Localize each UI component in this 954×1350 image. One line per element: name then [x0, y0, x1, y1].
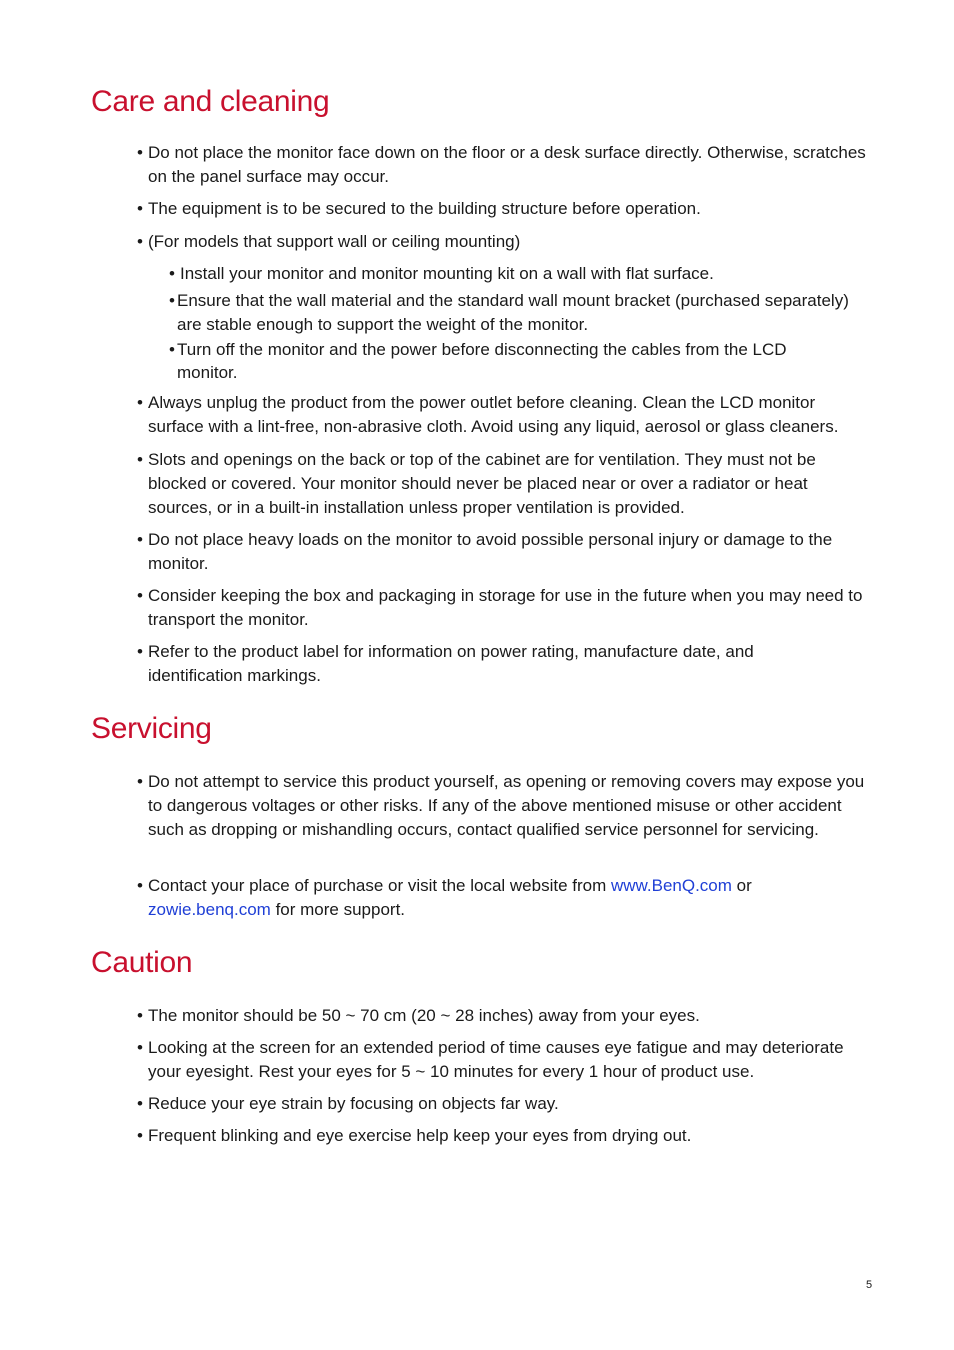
care-subitem-text: Ensure that the wall material and the standard wall mount bracket (purchased separately) are stable enough to support the weight of the monitor. [177, 291, 849, 334]
care-subitem [169, 289, 877, 337]
bullet-icon: • [137, 1038, 143, 1057]
bullet-icon: • [137, 586, 143, 605]
care-item [137, 584, 870, 632]
care-item-text: (For models that support wall or ceiling mounting) [148, 232, 521, 251]
care-item-text: Always unplug the product from the power outlet before cleaning. Clean the LCD monitor surface with a lint-free, non-abrasive cloth. Avoid using any liquid, aerosol or glass cleaners. [148, 393, 839, 436]
servicing-item [137, 874, 798, 922]
bullet-icon: • [137, 393, 143, 412]
benq-website-link[interactable]: www.BenQ.com [611, 876, 732, 895]
bullet-icon: • [137, 1006, 143, 1025]
care-item [137, 141, 870, 189]
bullet-icon: • [137, 199, 143, 218]
bullet-icon: • [137, 143, 143, 162]
caution-heading: Caution [91, 946, 193, 979]
care-subitem-text: Turn off the monitor and the power before disconnecting the cables from the LCD monitor. [177, 340, 787, 382]
caution-item [137, 1004, 870, 1028]
bullet-icon: • [169, 291, 175, 310]
care-item [137, 230, 870, 254]
page-number: 5 [866, 1279, 873, 1291]
care-item-text: Do not place heavy loads on the monitor to avoid possible personal injury or damage to the monitor. [148, 530, 833, 573]
care-item-text: Slots and openings on the back or top of the cabinet are for ventilation. They must not be blocked or covered. Your monitor should never be placed near or over a radiator or heat sources, or in a built-in installation unless proper ventilation is provided. [148, 450, 816, 517]
zowie-website-link[interactable]: zowie.benq.com [148, 900, 271, 919]
bullet-icon: • [137, 530, 143, 549]
bullet-icon: • [169, 340, 175, 359]
caution-item-text: Frequent blinking and eye exercise help keep your eyes from drying out. [148, 1126, 692, 1145]
care-item [137, 197, 870, 221]
bullet-icon: • [137, 1126, 143, 1145]
care-subitem [169, 338, 837, 384]
care-item-text: Consider keeping the box and packaging in storage for use in the future when you may need to transport the monitor. [148, 586, 863, 629]
bullet-icon: • [169, 264, 175, 283]
caution-item [137, 1036, 870, 1084]
servicing-item-text: Do not attempt to service this product yourself, as opening or removing covers may expose you to dangerous voltages or other risks. If any of the above mentioned misuse or other accident such as dropping or mishandling occurs, contact qualified service personnel for servicing. [148, 772, 865, 839]
caution-item [137, 1124, 870, 1148]
bullet-icon: • [137, 450, 143, 469]
servicing-item-text: or [731, 876, 752, 895]
bullet-icon: • [137, 772, 143, 791]
caution-item-text: The monitor should be 50 ~ 70 cm (20 ~ 28 inches) away from your eyes. [148, 1006, 700, 1025]
caution-item-text: Reduce your eye strain by focusing on objects far way. [148, 1094, 559, 1113]
bullet-icon: • [137, 876, 143, 895]
bullet-icon: • [137, 1094, 143, 1113]
care-item [137, 640, 808, 688]
servicing-heading: Servicing [91, 712, 212, 745]
care-item [137, 448, 870, 520]
care-subitem [169, 262, 872, 286]
servicing-item-text: for more support. [270, 900, 406, 919]
care-item-text: Do not place the monitor face down on the floor or a desk surface directly. Otherwise, scratches on the panel surface may occur. [148, 143, 866, 186]
bullet-icon: • [137, 642, 143, 661]
care-item [137, 528, 870, 576]
care-item-text: Refer to the product label for information on power rating, manufacture date, and identification markings. [148, 642, 754, 685]
care-and-cleaning-heading: Care and cleaning [91, 85, 330, 118]
servicing-item [137, 770, 870, 842]
caution-item-text: Looking at the screen for an extended period of time causes eye fatigue and may deteriorate your eyesight. Rest your eyes for 5 ~ 10 minutes for every 1 hour of product use. [148, 1038, 844, 1081]
bullet-icon: • [137, 232, 143, 251]
servicing-item-text: Contact your place of purchase or visit the local website from [148, 876, 611, 895]
care-item-text: The equipment is to be secured to the building structure before operation. [148, 199, 701, 218]
caution-item [137, 1092, 870, 1116]
care-subitem-text: Install your monitor and monitor mounting kit on a wall with flat surface. [180, 264, 714, 283]
care-item [137, 391, 870, 439]
